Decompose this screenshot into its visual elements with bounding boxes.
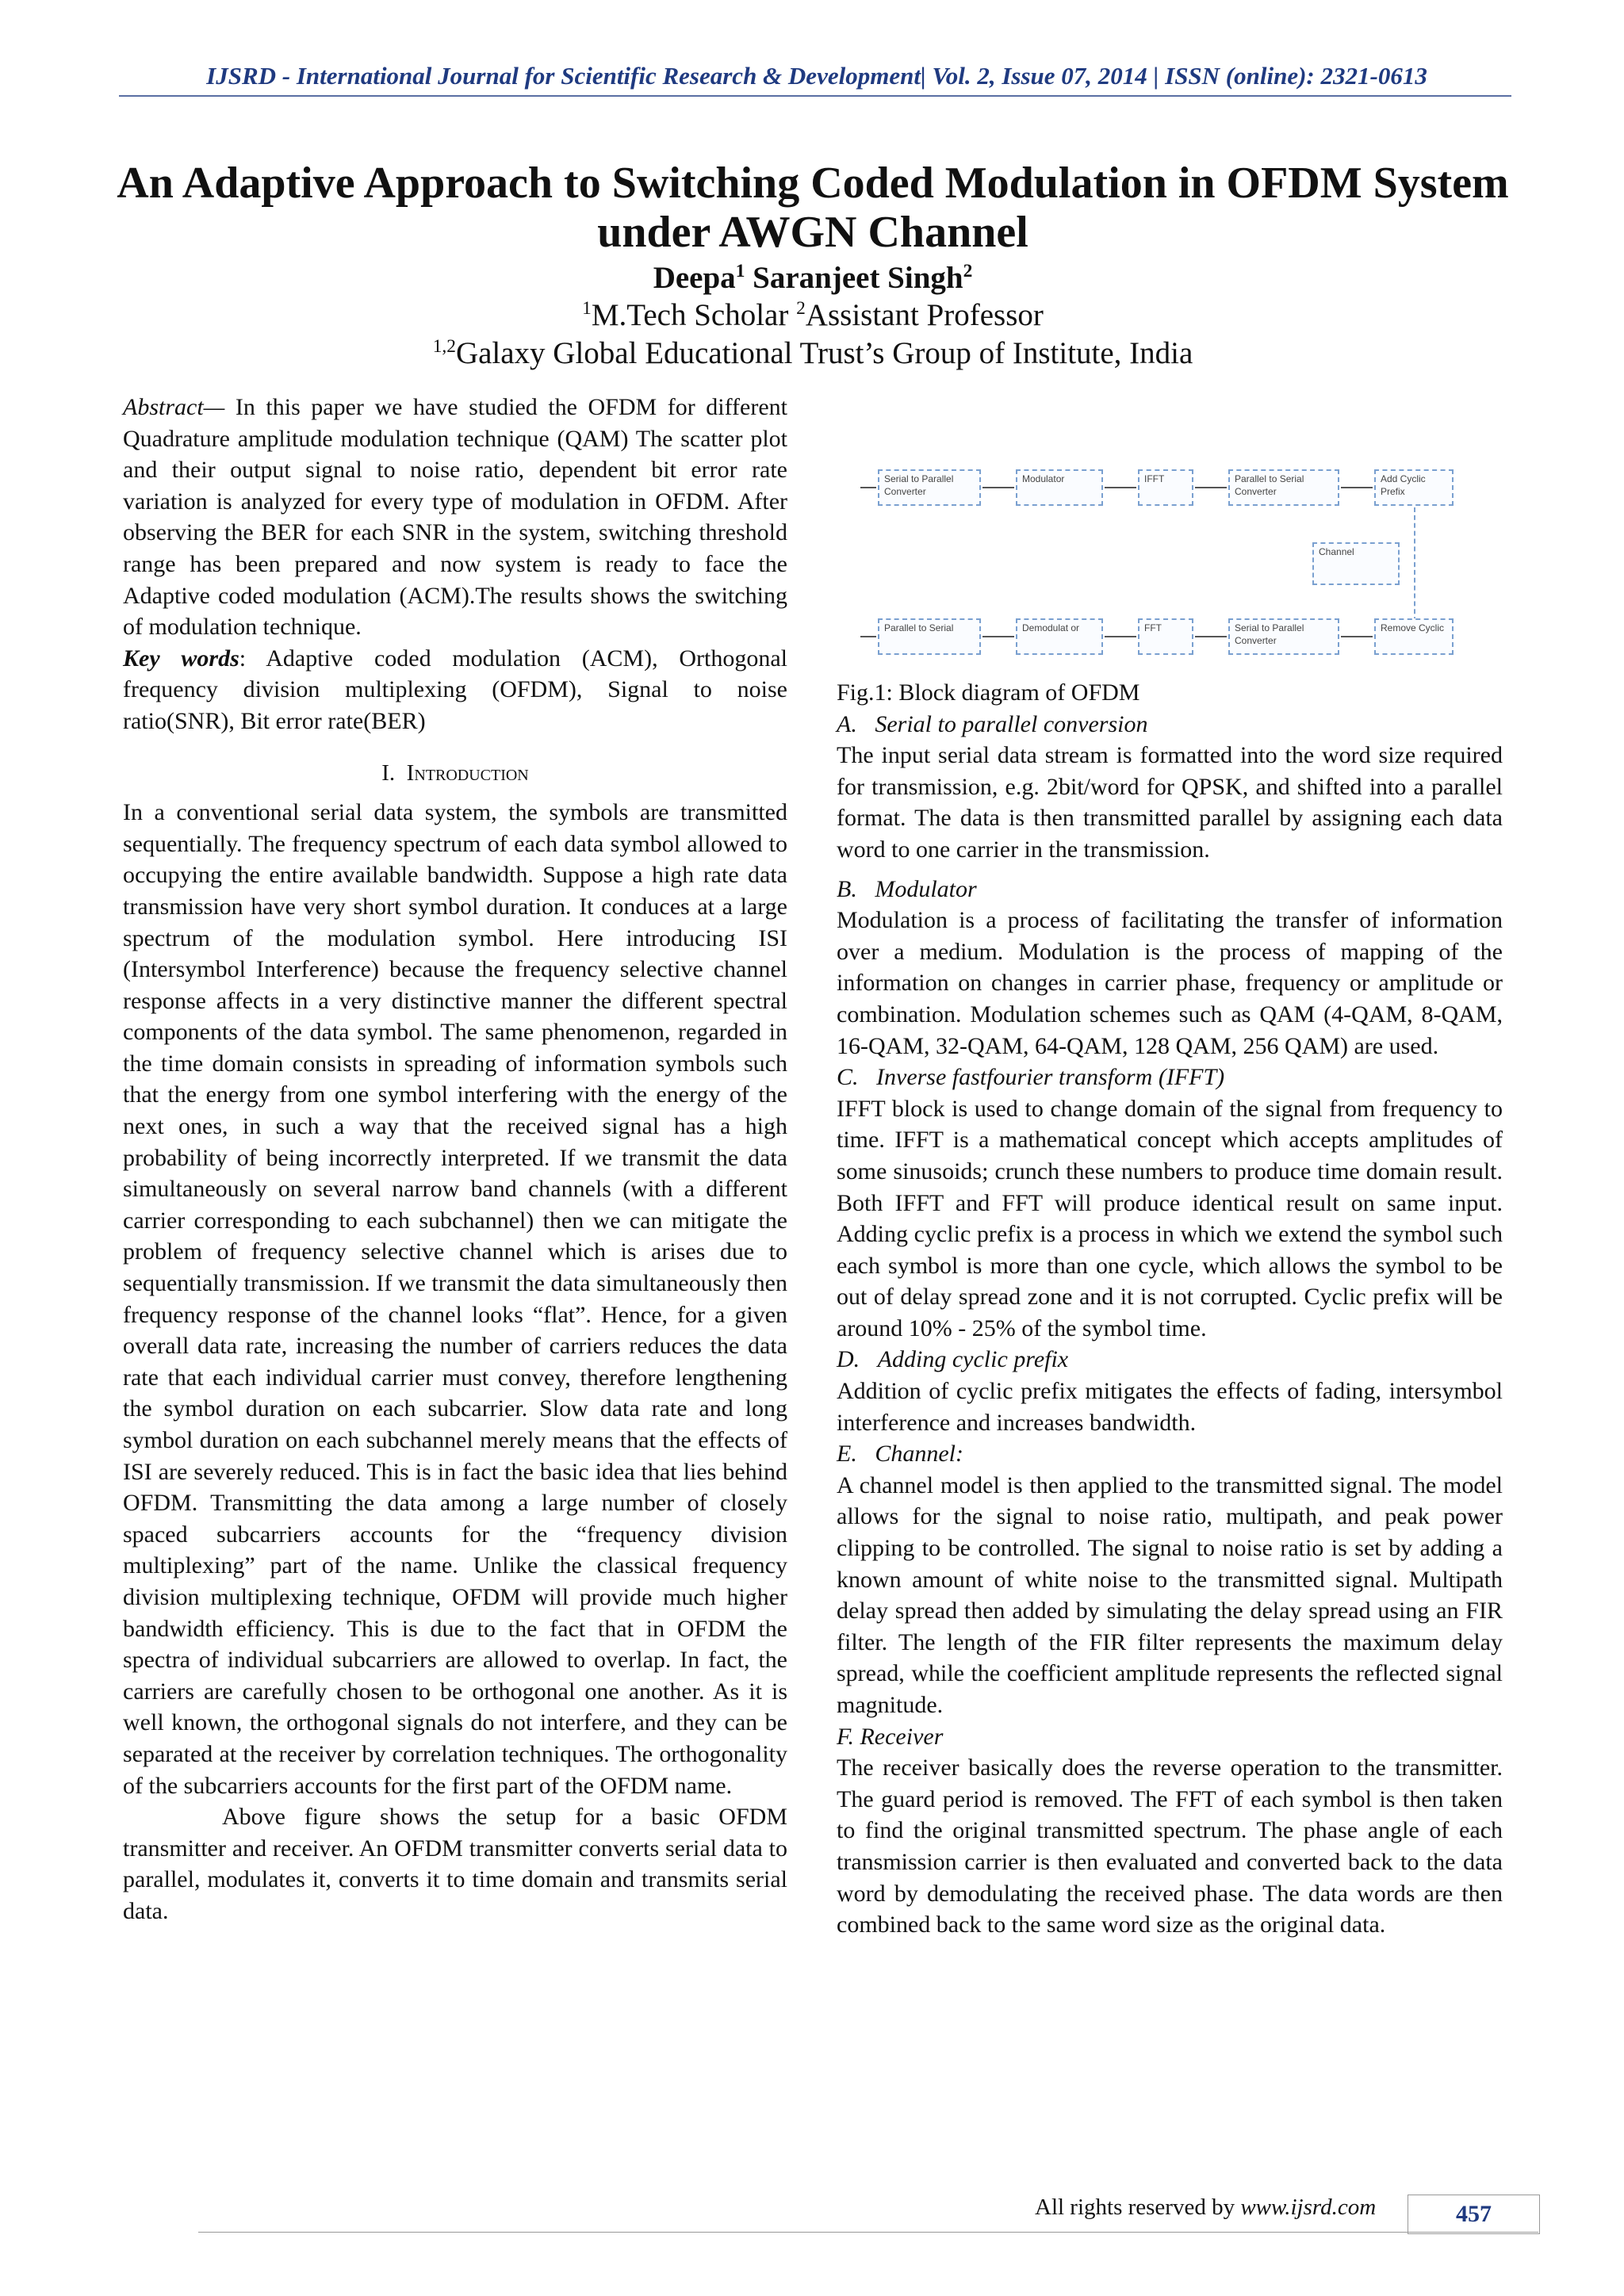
subsection-e-text: A channel model is then applied to the transmitted signal. The model allows for the signal to noise ratio, multipath, and peak power clipping to be controlled. The signal to noise ratio is set by adding a known amount of white noise to the transmitted signal. Multipath delay spread then added by simulating the delay spread using an FIR filter. The length of the FIR filter represents the maximum delay spread, while the coefficient amplitude represents the reflected signal magnitude. xyxy=(837,1471,1503,1718)
page-number: 457 xyxy=(1408,2195,1540,2234)
block-ifft: IFFT xyxy=(1138,469,1193,506)
block-serial-to-parallel-rx: Serial to Parallel Converter xyxy=(1228,618,1339,655)
author-1: Deepa xyxy=(653,261,736,295)
block-parallel-to-serial-rx: Parallel to Serial xyxy=(878,618,981,655)
subsection-b-label: B. xyxy=(837,875,857,902)
intro-paragraph-2: Above figure shows the setup for a basic OFDM transmitter and receiver. An OFDM transmitter converts serial data to parallel, modulates it, converts it to time domain and transmits serial data. xyxy=(123,1804,787,1924)
footer-rule xyxy=(198,2232,1538,2233)
subsection-e-title: Channel: xyxy=(875,1441,963,1468)
keywords xyxy=(123,643,787,737)
section-number: I. xyxy=(381,760,396,786)
subsection-a-title: Serial to parallel conversion xyxy=(875,710,1148,737)
subsection-a-text: The input serial data stream is formatted into the word size required for transmission, e.g. 2bit/word for QPSK, and shifted into a parallel format. The data is then transmitted parallel by assigning each data word to one carrier in the transmission. xyxy=(837,742,1503,863)
author-2: Saranjeet Singh xyxy=(753,261,963,295)
footer-site-link[interactable]: www.ijsrd.com xyxy=(1240,2195,1377,2220)
role-1-sup: 1 xyxy=(582,298,592,319)
subsection-d-label: D. xyxy=(837,1346,860,1373)
block-modulator: Modulator xyxy=(1016,469,1103,506)
subsection-f-label: F. xyxy=(837,1723,854,1750)
block-channel: Channel xyxy=(1312,542,1400,585)
subsection-a-label: A. xyxy=(837,710,857,737)
block-demodulator: Demodulat or xyxy=(1016,618,1103,655)
subsection-b-heading xyxy=(837,874,1503,905)
author-1-sup: 1 xyxy=(735,261,745,281)
right-column xyxy=(837,392,1503,1941)
subsection-f-text: The receiver basically does the reverse operation to the transmitter. The guard period is removed. The FFT of each symbol is then taken to find the original transmitted spectrum. The phase angle of each transmission carrier is then evaluated and converted back to the data word by demodulating the received phase. The data words are then combined back to the same word size as the original data. xyxy=(837,1755,1503,1938)
section-title: Introduction xyxy=(406,760,529,786)
keywords-label: Key words xyxy=(123,645,239,672)
institution-line xyxy=(95,335,1530,371)
ofdm-block-diagram xyxy=(860,463,1495,677)
keywords-text: : Adaptive coded modulation (ACM), Orthogonal frequency division multiplexing (OFDM), Signal to noise ratio(SNR), Bit error rate(BER) xyxy=(123,645,787,734)
author-2-sup: 2 xyxy=(963,261,973,281)
left-column xyxy=(123,392,787,1927)
subsection-c-title: Inverse fastfourier transform (IFFT) xyxy=(876,1064,1225,1091)
role-2-sup: 2 xyxy=(796,298,806,319)
author-roles xyxy=(95,297,1530,333)
subsection-f-heading xyxy=(837,1721,1503,1753)
subsection-d-heading xyxy=(837,1344,1503,1376)
institution: Galaxy Global Educational Trust’s Group of Institute, India xyxy=(455,336,1193,370)
section-heading-introduction xyxy=(123,758,787,790)
institution-sup: 1,2 xyxy=(432,336,456,357)
block-remove-cyclic: Remove Cyclic xyxy=(1374,618,1454,655)
subsection-f-title: Receiver xyxy=(860,1723,944,1750)
journal-header: IJSRD - International Journal for Scientific Research & Development| Vol. 2, Issue 07, 2014 | ISSN (online): 2321-0613 xyxy=(206,62,1427,90)
role-2: Assistant Professor xyxy=(805,298,1044,332)
block-serial-to-parallel: Serial to Parallel Converter xyxy=(878,469,981,506)
subsection-c-heading xyxy=(837,1062,1503,1093)
footer-rights-text: All rights reserved by xyxy=(1035,2195,1241,2220)
header-rule xyxy=(119,95,1511,97)
block-parallel-to-serial: Parallel to Serial Converter xyxy=(1228,469,1339,506)
subsection-b-text: Modulation is a process of facilitating the transfer of information over a medium. Modulation is the process of mapping of the information on changes in carrier phase, frequency or amplitude or combination. Modulation schemes such as QAM (4-QAM, 8-QAM, 16-QAM, 32-QAM, 64-QAM, 128 QAM, 256 QAM) are used. xyxy=(837,907,1503,1059)
subsection-c-text: IFFT block is used to change domain of the signal from frequency to time. IFFT is a mathematical concept which accepts amplitudes of some sinusoids; crunch these numbers to produce time domain result. Both IFFT and FFT will produce identical result on same input. Adding cyclic prefix is a process in which we extend the symbol such each symbol is more than one cycle, which allows the symbol to be out of delay spread zone and it is not corrupted. Cyclic prefix will be around 10% - 25% of the symbol time. xyxy=(837,1095,1503,1341)
abstract xyxy=(123,392,787,643)
block-fft: FFT xyxy=(1138,618,1193,655)
subsection-d-title: Adding cyclic prefix xyxy=(877,1346,1069,1373)
subsection-e-heading xyxy=(837,1438,1503,1470)
figure-caption: Fig.1: Block diagram of OFDM xyxy=(837,679,1140,706)
paper-title: An Adaptive Approach to Switching Coded Modulation in OFDM System under AWGN Channel xyxy=(117,159,1509,257)
subsection-c-label: C. xyxy=(837,1064,859,1091)
abstract-label: Abstract— xyxy=(123,394,225,420)
abstract-text: In this paper we have studied the OFDM for different Quadrature amplitude modulation technique (QAM) The scatter plot and their output signal to noise ratio, dependent bit error rate variation is analyzed for every type of modulation in OFDM. After observing the BER for each SNR in the system, switching threshold range has been prepared and now system is ready to face the Adaptive coded modulation (ACM).The results shows the switching of modulation technique. xyxy=(123,394,787,641)
footer-rights xyxy=(1035,2195,1376,2221)
subsection-e-label: E. xyxy=(837,1441,857,1468)
intro-paragraph-1: In a conventional serial data system, the symbols are transmitted sequentially. The frequency spectrum of each data symbol allowed to occupying the entire available bandwidth. Suppose a high rate data transmission have very short symbol duration. It conduces at a large spectrum of the modulation symbol. Here introducing ISI (Intersymbol Interference) because the frequency selective channel response affects in a very distinctive manner the different spectral components of the data symbol. The same phenomenon, regarded in the time domain consists in spreading of information symbols such that the energy from one symbol interfering with the energy of the next ones, in such a way that the received signal has a high probability of being incorrectly interpreted. If we transmit the data simultaneously on several narrow band channels (with a different carrier corresponding to each subchannel) then we can mitigate the problem of frequency selective channel which is arises due to sequentially transmission. If we transmit the data simultaneously then frequency response of the channel looks “flat”. Hence, for a given overall data rate, increasing the number of carriers reduces the data rate that each individual carrier must convey, therefore lengthening the symbol duration on each subcarrier. Slow data rate and long symbol duration on each subchannel merely means that the effects of ISI are severely reduced. This is in fact the basic idea that lies behind OFDM. Transmitting the data among a large number of closely spaced subcarriers accounts for the “frequency division multiplexing” part of the name. Unlike the classical frequency division multiplexing technique, OFDM will provide much higher bandwidth efficiency. This is due to the fact that in OFDM the spectra of individual subcarriers are allowed to overlap. In fact, the carriers are carefully chosen to be orthogonal one another. As it is well known, the orthogonal signals do not interfere, and they can be separated at the receiver by correlation techniques. The orthogonality of the subcarriers accounts for the first part of the OFDM name. xyxy=(123,799,787,1799)
role-1: M.Tech Scholar xyxy=(591,298,789,332)
subsection-d-text: Addition of cyclic prefix mitigates the effects of fading, intersymbol interference and increases bandwidth. xyxy=(837,1378,1503,1436)
block-add-cyclic-prefix: Add Cyclic Prefix xyxy=(1374,469,1454,506)
subsection-a-heading xyxy=(837,709,1503,740)
subsection-b-title: Modulator xyxy=(875,875,977,902)
authors-line xyxy=(95,260,1530,296)
